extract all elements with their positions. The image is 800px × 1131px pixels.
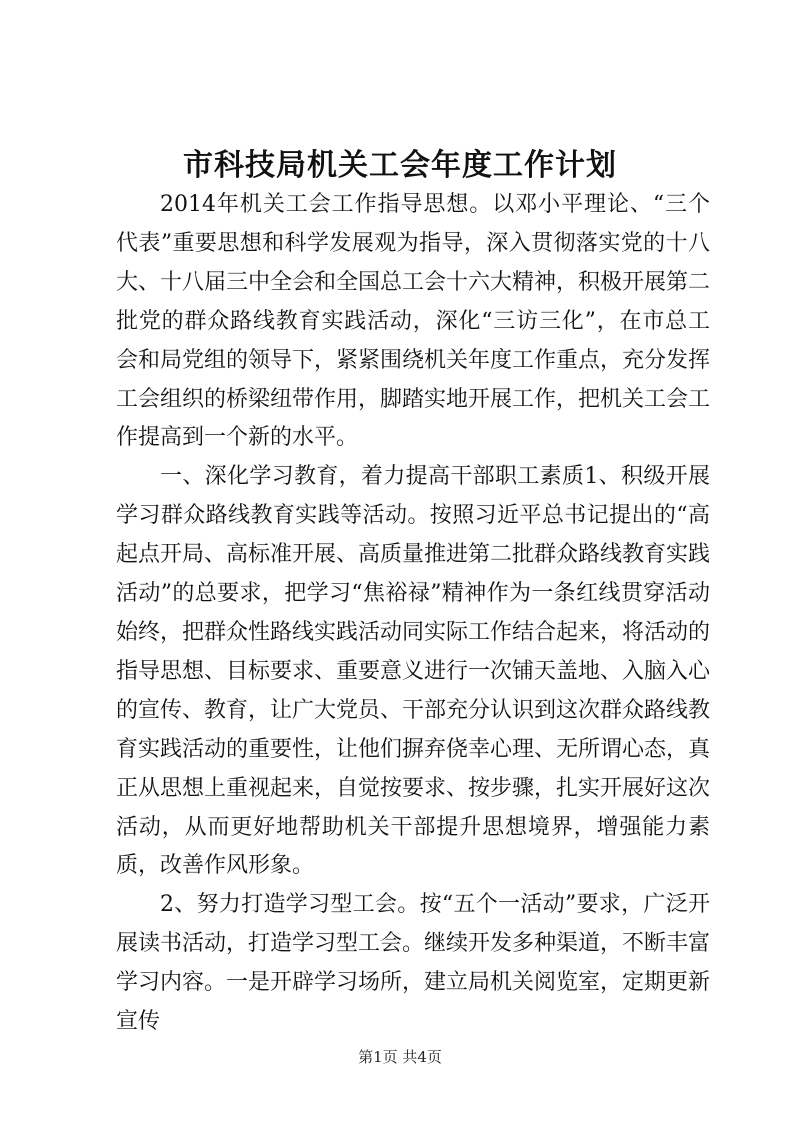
document-body xyxy=(116,186,710,1042)
page-footer: 第1页 共4页 xyxy=(358,1048,442,1066)
document-title: 市科技局机关工会年度工作计划 xyxy=(183,148,617,183)
paragraph-learning-union: 2、努力打造学习型工会。按“五个一活动”要求，广泛开展读书活动，打造学习型工会。继续开发多种渠道，不断丰富学习内容。一是开辟学习场所，建立局机关阅览室，定期更新宣传 xyxy=(116,892,711,1035)
paragraph-study-education: 一、深化学习教育，着力提高干部职工素质1、积级开展学习群众路线教育实践等活动。按照习近平总书记提出的“高起点开局、高标准开展、高质量推进第二批群众路线教育实践活动”的总要求，把学习“焦裕禄”精神作为一条红线贯穿活动始终，把群众性路线实践活动同实际工作结合起来，将活动的指导思想、目标要求、重要意义进行一次铺天盖地、入脑入心的宣传、教育，让广大党员、干部充分认识到这次群众路线教育实践活动的重要性，让他们摒弃侥幸心理、无所谓心态，真正从思想上重视起来，自觉按要求、按步骤，扎实开展好这次活动，从而更好地帮助机关干部提升思想境界，增强能力素质，改善作风形象。 xyxy=(116,464,711,879)
paragraph-guiding-thought: 2014年机关工会工作指导思想。以邓小平理论、“三个代表”重要思想和科学发展观为指导，深入贯彻落实党的十八大、十八届三中全会和全国总工会十六大精神，积极开展第二批党的群众路线教育实践活动，深化“三访三化”，在市总工会和局党组的领导下，紧紧围绕机关年度工作重点，充分发挥工会组织的桥梁纽带作用，脚踏实地开展工作，把机关工会工作提高到一个新的水平。 xyxy=(116,192,711,451)
